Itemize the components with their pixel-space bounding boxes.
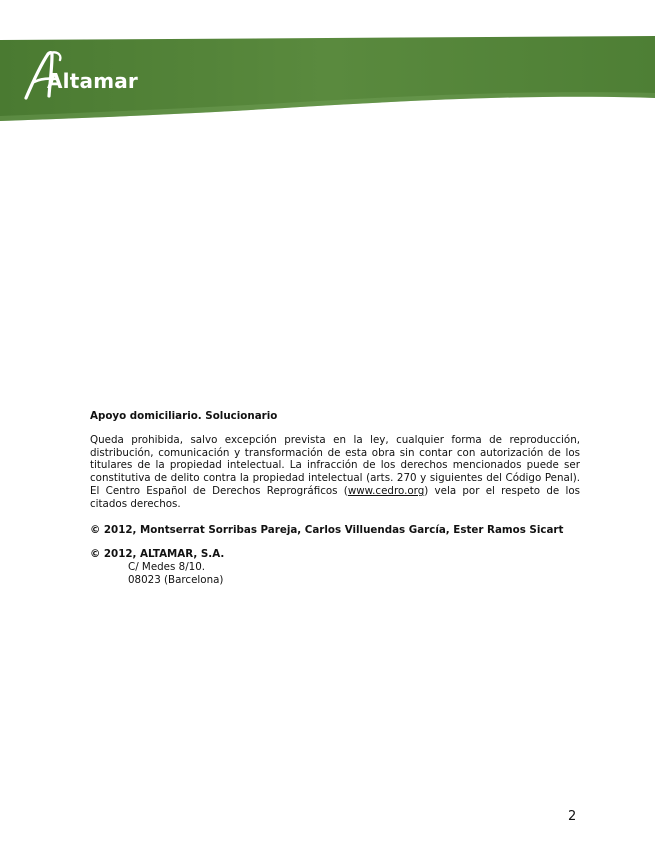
address-street: C/ Medes 8/10. (128, 561, 206, 574)
legal-notice (90, 434, 580, 511)
page-number: 2 (568, 809, 577, 824)
document-title: Apoyo domiciliario. Solucionario (90, 410, 278, 422)
brand-name: Altamar (47, 69, 138, 93)
legal-notice-text: Queda prohibida, salvo excepción prevista en la ley, cualquier forma de reproducción, distribución, comunicación y transformación de esta obra sin contar con autorización de los titulares de la propiedad intelectual. La infracción de los derechos mencionados puede ser constitutiva de delito contra la propiedad intelectual (arts. 270 y siguientes del Código Penal). El Centro Español de Derechos Reprográficos ( (90, 433, 580, 497)
copyright-publisher: © 2012, ALTAMAR, S.A. (90, 548, 225, 561)
copyright-authors: © 2012, Montserrat Sorribas Pareja, Carlos Villuendas García, Ester Ramos Sicart (90, 523, 564, 536)
legal-notice-text-end: ) vela por el respeto de los citados derechos. (90, 484, 580, 510)
document-content (90, 410, 580, 587)
address-city: 08023 (Barcelona) (128, 573, 224, 586)
publisher-address (128, 561, 580, 587)
cedro-link[interactable]: www.cedro.org (347, 484, 425, 497)
